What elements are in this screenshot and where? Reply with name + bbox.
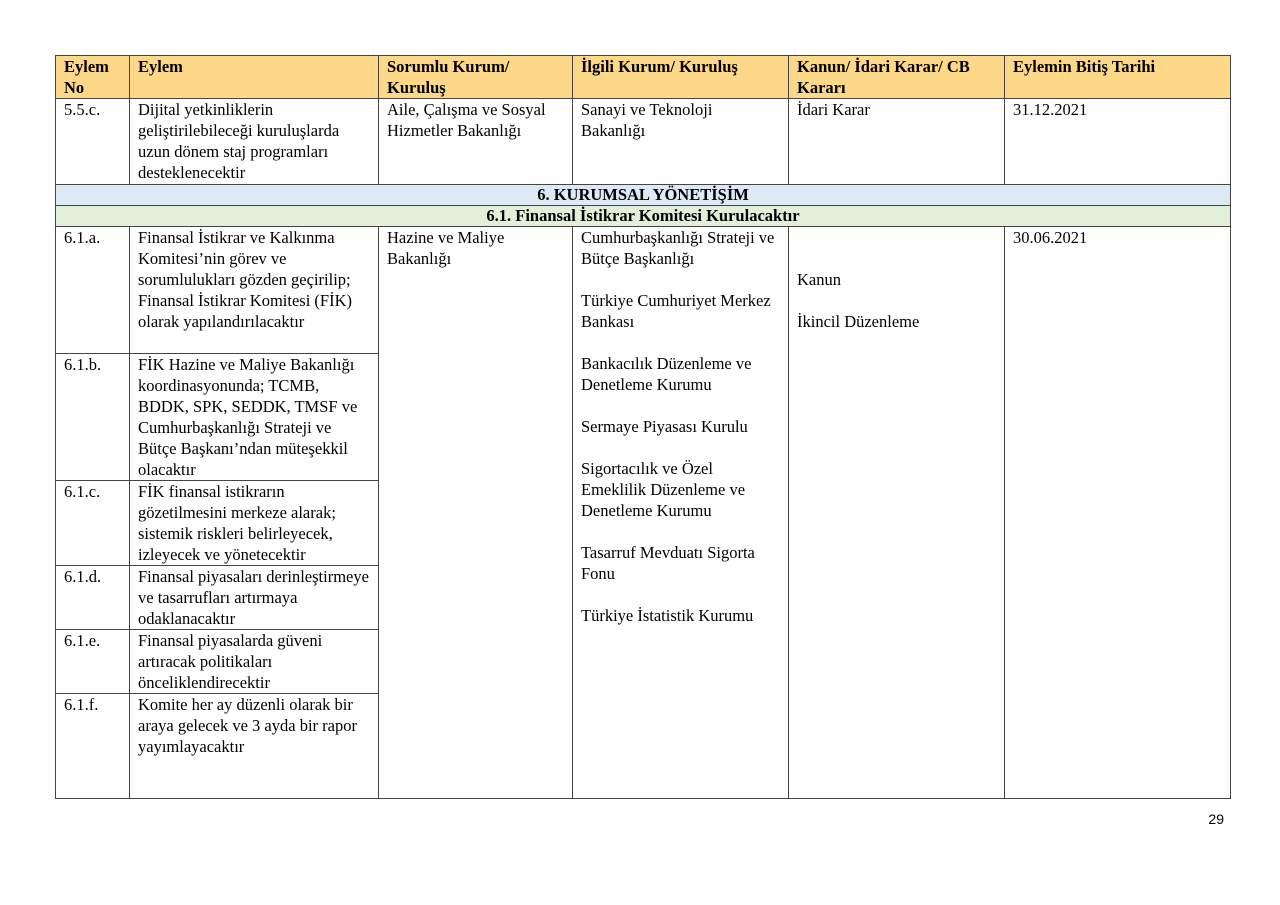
table-row bbox=[56, 227, 1231, 354]
row-action: Dijital yetkinliklerin geliştirilebileceği kuruluşlarda uzun dönem staj programları desteklenecektir bbox=[130, 99, 379, 185]
row-number: 5.5.c. bbox=[56, 99, 130, 185]
row-number: 6.1.e. bbox=[56, 630, 130, 694]
group-decision bbox=[789, 227, 1005, 799]
related-item: Sermaye Piyasası Kurulu bbox=[581, 417, 748, 436]
group-responsible bbox=[379, 227, 573, 799]
row-number: 6.1.a. bbox=[56, 227, 130, 354]
section-header-row bbox=[56, 185, 1231, 206]
row-decision: İdari Karar bbox=[789, 99, 1005, 185]
row-action: Finansal İstikrar ve Kalkınma Komitesi’nin görev ve sorumlulukları gözden geçirilip; Finansal İstikrar Komitesi (FİK) olarak yapılandırılacaktır bbox=[130, 227, 379, 354]
row-action: FİK finansal istikrarın gözetilmesini merkeze alarak; sistemik riskleri belirleyecek, izleyecek ve yönetecektir bbox=[130, 481, 379, 566]
group-responsible-text: Hazine ve Maliye Bakanlığı bbox=[387, 228, 505, 268]
section-title: 6. KURUMSAL YÖNETİŞİM bbox=[56, 185, 1231, 206]
row-number: 6.1.f. bbox=[56, 694, 130, 799]
row-number: 6.1.c. bbox=[56, 481, 130, 566]
row-number: 6.1.b. bbox=[56, 354, 130, 481]
row-action: Komite her ay düzenli olarak bir araya gelecek ve 3 ayda bir rapor yayımlayacaktır bbox=[130, 694, 379, 799]
related-item: Türkiye İstatistik Kurumu bbox=[581, 606, 754, 625]
header-sorumlu-kurum: Sorumlu Kurum/ Kuruluş bbox=[379, 56, 573, 99]
related-item: Tasarruf Mevduatı Sigorta Fonu bbox=[581, 543, 755, 583]
row-action: Finansal piyasalarda güveni artıracak politikaları önceliklendirecektir bbox=[130, 630, 379, 694]
decision-item: İkincil Düzenleme bbox=[797, 312, 920, 331]
related-item: Sigortacılık ve Özel Emeklilik Düzenleme ve Denetleme Kurumu bbox=[581, 459, 746, 520]
header-bitis-tarihi: Eylemin Bitiş Tarihi bbox=[1005, 56, 1231, 99]
header-row bbox=[56, 56, 1231, 99]
related-item: Bankacılık Düzenleme ve Denetleme Kurumu bbox=[581, 354, 752, 394]
table-row bbox=[56, 99, 1231, 185]
header-eylem-no: Eylem No bbox=[56, 56, 130, 99]
header-karar: Kanun/ İdari Karar/ CB Kararı bbox=[789, 56, 1005, 99]
related-item: Cumhurbaşkanlığı Strateji ve Bütçe Başkanlığı bbox=[581, 228, 775, 268]
row-responsible: Aile, Çalışma ve Sosyal Hizmetler Bakanlığı bbox=[379, 99, 573, 185]
group-related bbox=[573, 227, 789, 799]
related-item: Türkiye Cumhuriyet Merkez Bankası bbox=[581, 291, 771, 331]
group-end-date bbox=[1005, 227, 1231, 799]
page-number: 29 bbox=[1208, 811, 1224, 827]
row-related: Sanayi ve Teknoloji Bakanlığı bbox=[573, 99, 789, 185]
row-action: FİK Hazine ve Maliye Bakanlığı koordinasyonunda; TCMB, BDDK, SPK, SEDDK, TMSF ve Cumhurbaşkanlığı Strateji ve Bütçe Başkanı’ndan müteşekkil olacaktır bbox=[130, 354, 379, 481]
decision-item: Kanun bbox=[797, 270, 841, 289]
action-plan-table bbox=[55, 55, 1231, 799]
row-number: 6.1.d. bbox=[56, 566, 130, 630]
header-eylem: Eylem bbox=[130, 56, 379, 99]
subsection-header-row bbox=[56, 206, 1231, 227]
header-ilgili-kurum: İlgili Kurum/ Kuruluş bbox=[573, 56, 789, 99]
row-action: Finansal piyasaları derinleştirmeye ve tasarrufları artırmaya odaklanacaktır bbox=[130, 566, 379, 630]
subsection-title: 6.1. Finansal İstikrar Komitesi Kurulacaktır bbox=[56, 206, 1231, 227]
row-end-date: 31.12.2021 bbox=[1005, 99, 1231, 185]
group-end-date-text: 30.06.2021 bbox=[1013, 228, 1088, 247]
